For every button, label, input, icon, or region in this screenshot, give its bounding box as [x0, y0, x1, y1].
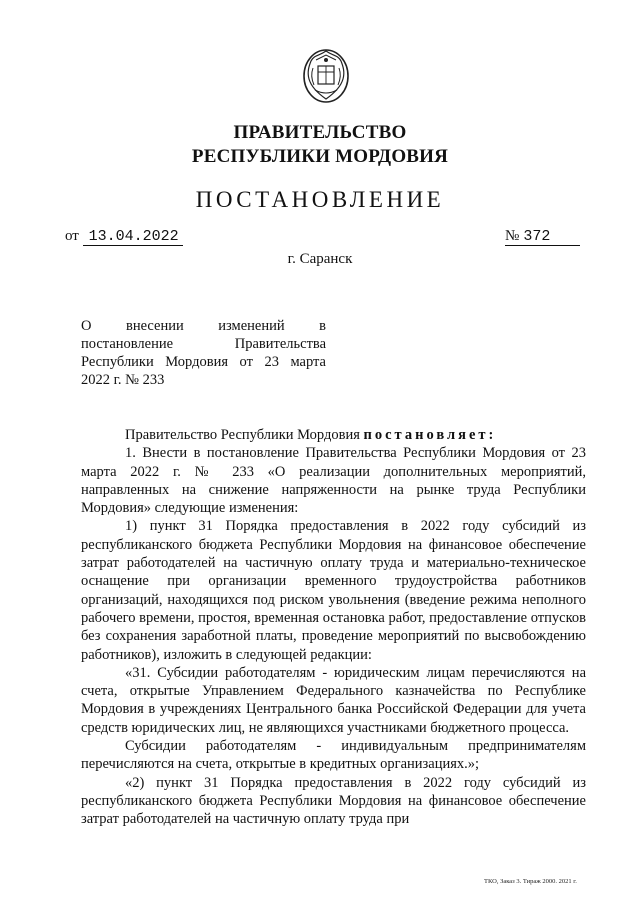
- paragraph-4: Субсидии работодателям - индивидуальным предпринимателям перечисляются на счета, открытые в кредитных организациях.»;: [81, 738, 586, 773]
- republic-title: РЕСПУБЛИКИ МОРДОВИЯ: [191, 146, 449, 167]
- coat-of-arms-icon: [301, 46, 351, 104]
- number-row: [505, 228, 580, 246]
- intro-action: постановляет:: [363, 427, 497, 443]
- document-subject: [81, 317, 326, 389]
- document-type: ПОСТАНОВЛЕНИЕ: [195, 187, 445, 212]
- date-prefix: от: [65, 228, 79, 244]
- document-number: 372: [523, 228, 551, 245]
- document-date: 13.04.2022: [88, 228, 179, 245]
- date-row: [65, 228, 183, 246]
- subject-text: постановление Правительства Республики Мордовия от 23 марта 2022 г. № 233: [81, 336, 326, 388]
- paragraph-5: «2) пункт 31 Порядка предоставления в 2022 году субсидий из республиканского бюджета Республики Мордовия на финансовое обеспечение затрат работодателей на частичную оплату труда при: [81, 774, 586, 828]
- intro-paragraph: [81, 426, 586, 444]
- paragraph-1: 1. Внести в постановление Правительства Республики Мордовия от 23 марта 2022 г. № 233 «О реализации дополнительных мероприятий, направленных на снижение напряженности на рынке труда Республики Мордовия» следующие изменения:: [81, 445, 586, 517]
- document-body: [81, 426, 586, 829]
- paragraph-3: «31. Субсидии работодателям - юридическим лицам перечисляются на счета, открытые Управлением Федерального казначейства по Республике Мордовия в учреждениях Центрального банка Российской Федерации для учета средств юридических лиц, не являющихся участниками бюджетного процесса.: [81, 664, 586, 736]
- government-title: ПРАВИТЕЛЬСТВО: [233, 122, 407, 143]
- print-mark: ТКО, Заказ 3. Тираж 2000. 2021 г.: [484, 878, 577, 885]
- intro-text: Правительство Республики Мордовия: [125, 427, 360, 443]
- subject-line-1: О внесении изменений в: [81, 318, 326, 334]
- city: г. Саранск: [287, 251, 353, 267]
- paragraph-2: 1) пункт 31 Порядка предоставления в 2022 году субсидий из республиканского бюджета Республики Мордовия на финансовое обеспечение затрат работодателей на частичную оплату труда и материально-техническое оснащение при организации временного трудоустройства работников организаций, находящихся под риском увольнения (введение режима неполного рабочего времени, простоя, временная остановка работ, предоставление отпусков без сохранения заработной платы, проведение мероприятий по высвобождению работников), изложить в следующей редакции:: [81, 518, 586, 663]
- number-prefix: №: [505, 228, 520, 244]
